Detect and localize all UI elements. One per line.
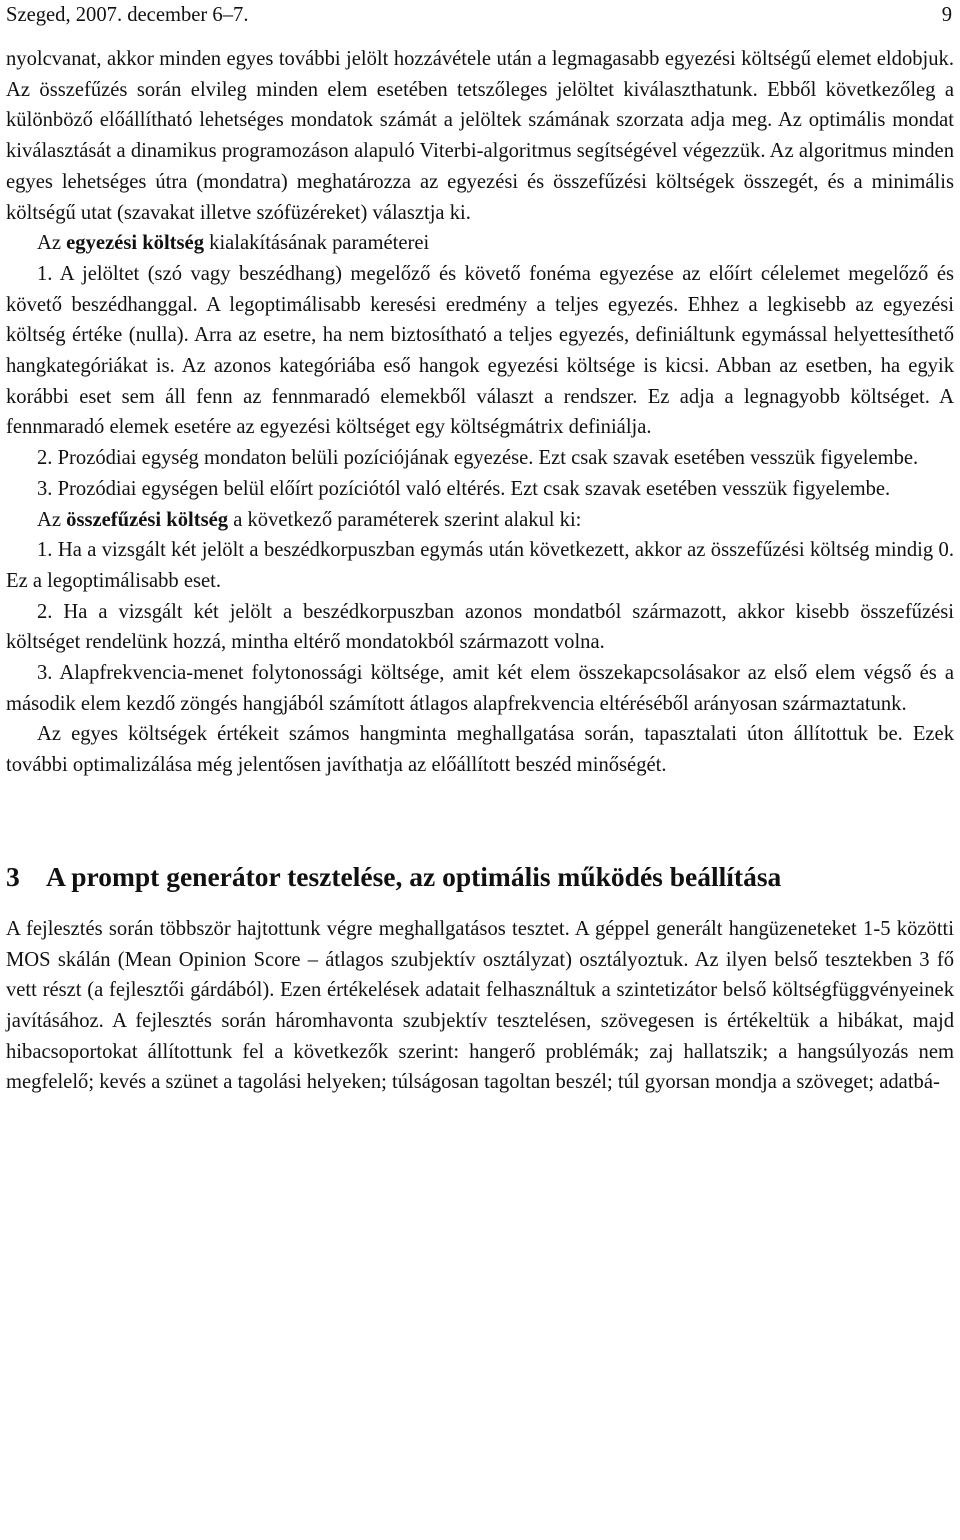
- paragraph-cost-tuning: Az egyes költségek értékeit számos hangminta meghallgatása során, tapasztalati úton állítottuk be. Ezek további optimalizálása még jelentősen javíthatja az előállított beszéd minőségét.: [6, 723, 954, 777]
- section-body: [6, 914, 954, 1098]
- paragraph-match-cost-heading: Az egyezési költség kialakításának paraméterei: [37, 232, 430, 255]
- document-page: [6, 0, 954, 1098]
- section-number: 3: [6, 860, 20, 892]
- section-title: A prompt generátor tesztelése, az optimális működés beállítása: [46, 860, 782, 892]
- running-header: [6, 0, 954, 36]
- paragraph-concat-cost-3: 3. Alapfrekvencia-menet folytonossági költsége, amit két elem összekapcsolásakor az első elem végső és a második elem kezdő zöngés hangjából számított átlagos alapfrekvencia eltéréséből arányosan származtatunk.: [6, 662, 954, 715]
- section-heading: [6, 860, 954, 894]
- header-conference-date: Szeged, 2007. december 6–7.: [6, 4, 249, 26]
- term-concat-cost: összefűzési költség: [66, 508, 229, 531]
- paragraph-match-cost-2: 2. Prozódiai egység mondaton belüli pozíciójának egyezése. Ezt csak szavak esetében vesszük figyelembe.: [37, 447, 919, 470]
- body-text: [6, 44, 954, 781]
- paragraph-concat-cost-2: 2. Ha a vizsgált két jelölt a beszédkorpuszban azonos mondatból származott, akkor kisebb összefűzési költséget rendelünk hozzá, mintha eltérő mondatokból származott volna.: [6, 600, 954, 654]
- paragraph-match-cost-1: 1. A jelöltet (szó vagy beszédhang) megelőző és követő fonéma egyezése az előírt célelemet megelőző és követő beszédhanggal. A legoptimálisabb keresési eredmény a teljes egyezés. Ehhez a legkisebb az egyezési költség értéke (nulla). Arra az esetre, ha nem biztosítható a teljes egyezés, definiáltunk egymással helyettesíthető hangkategóriákat is. Az azonos kategóriába eső hangok egyezési költsége is kicsi. Abban az esetben, ha egyik korábbi eset sem áll fenn az fennmaradó elemekből választ a rendszer. Ez adja a legnagyobb költséget. A fennmaradó elemek esetére az egyezési költséget egy költségmátrix definiálja.: [6, 262, 954, 439]
- paragraph-testing: A fejlesztés során többször hajtottunk végre meghallgatásos tesztet. A géppel generált hangüzeneteket 1-5 közötti MOS skálán (Mean Opinion Score – átlagos szubjektív osztályzat) osztályoztuk. Az ilyen belső tesztekben 3 fő vett részt (a fejlesztői gárdából). Ezen értékelések adatait felhasználtuk a szintetizátor belső költségfüggvényeinek javításához. A fejlesztés során háromhavonta szubjektív tesztelésen, szövegesen is értékeltük a hibákat, majd hibacsoportokat állítottunk fel a következők szerint: hangerő problémák; zaj hallatszik; a hangsúlyozás nem megfelelő; kevés a szünet a tagolási helyeken; túlságosan tagoltan beszél; túl gyorsan mondja a szöveget; adatbá-: [6, 917, 954, 1094]
- paragraph-match-cost-3: 3. Prozódiai egységen belül előírt pozíciótól való eltérés. Ezt csak szavak esetében vesszük figyelembe.: [37, 477, 891, 500]
- paragraph-concat-cost-heading: Az összefűzési költség a következő paraméterek szerint alakul ki:: [37, 508, 582, 531]
- paragraph-concat-cost-1: 1. Ha a vizsgált két jelölt a beszédkorpuszban egymás után következett, akkor az összefűzési költség mindig 0. Ez a legoptimálisabb eset.: [6, 539, 954, 592]
- page-number: 9: [941, 4, 952, 26]
- paragraph-viterbi: nyolcvanat, akkor minden egyes további jelölt hozzávétele után a legmagasabb egyezési költségű elemet eldobjuk. Az összefűzés során elvileg minden elem esetében tetszőleges jelöltet kiválaszthatunk. Ebből következőleg a különböző előállítható lehetséges mondatok számát a jelöltek számának szorzata adja meg. Az optimális mondat kiválasztását a dinamikus programozáson alapuló Viterbi-algoritmus segítségével végezzük. Az algoritmus minden egyes lehetséges útra (mondatra) meghatározza az egyezési és összefűzési költségek összegét, és a minimális költségű utat (szavakat illetve szófüzéreket) választja ki.: [6, 48, 954, 224]
- term-match-cost: egyezési költség: [66, 232, 204, 255]
